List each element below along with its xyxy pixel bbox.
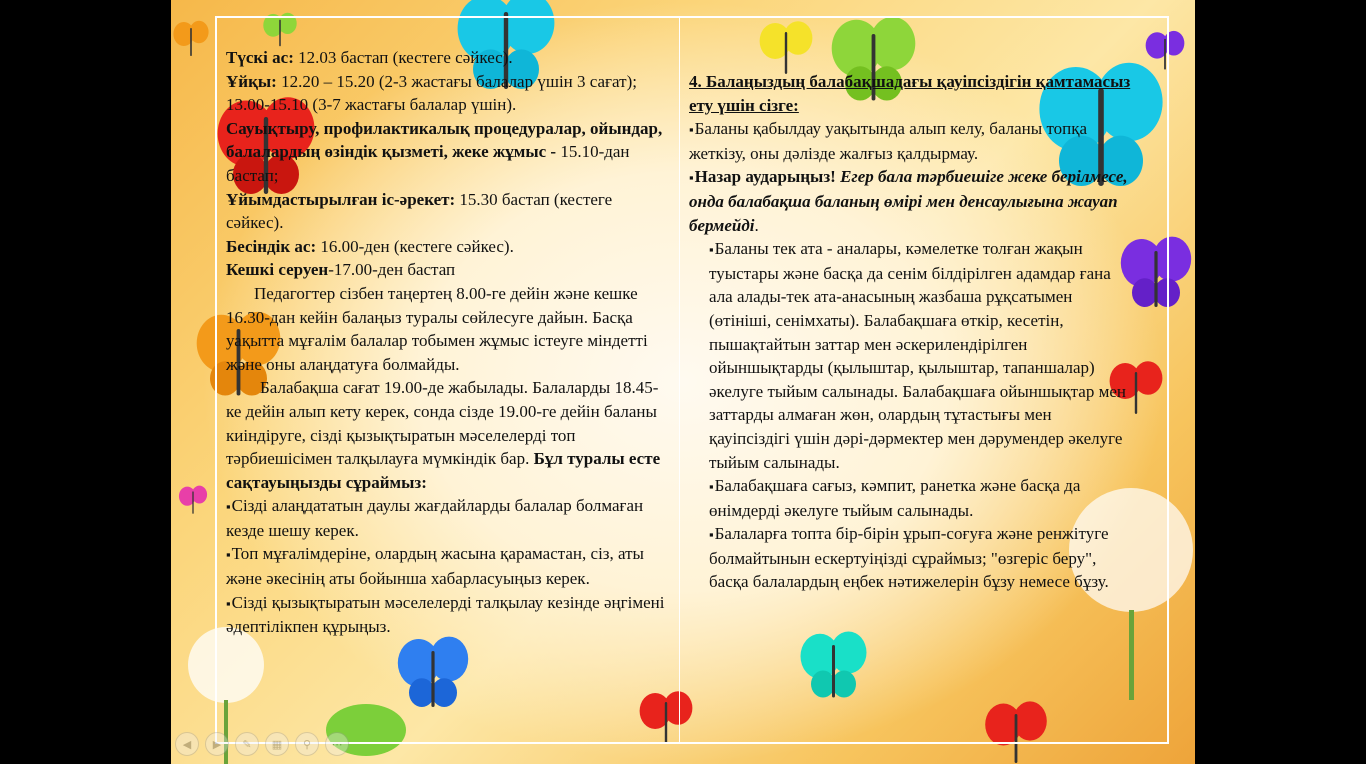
list-item: ▪ Топ мұғалімдеріне, олардың жасына қарамастан, сіз, аты және әкесінің аты бойынша хабарласуыңыз керек. [226,542,671,590]
schedule-line-sleep: Ұйқы: 12.20 – 15.20 (2-3 жастағы балалар үшін 3 сағат); 13.00-15.10 (3-7 жастағы балалар үшін). [226,71,637,115]
right-column [689,70,1134,594]
schedule-line-wellness: Сауықтыру, профилактикалық процедуралар, ойындар, балалардың өзіндік қызметі, жеке жұмыс - 15.10-дан бастап; [226,118,663,185]
section-heading: 4. Балаңыздың балабақшадағы қауіпсіздігін қамтамасыз ету үшін сізге: [689,72,1131,115]
left-column [226,46,671,639]
list-item: ▪ Сізді алаңдататын даулы жағдайларды балалар болмаған кезде шешу керек. [226,494,671,542]
list-item: ▪ Сізді қызықтыратын мәселелерді талқылау кезінде әңгімені әдептілікпен құрыңыз. [226,591,671,639]
schedule-line-activity: Ұйымдастырылған іс-әрекет: 15.30 бастап (кестеге сәйкес). [226,189,613,233]
pen-icon[interactable]: ✎ [235,732,259,756]
list-item: ▪ Баланы қабылдау уақытында алып келу, баланы топқа жеткізу, оны дәлізде жалғыз қалдырмау. [689,117,1134,165]
next-icon[interactable]: ▶ [205,732,229,756]
list-item: ▪ Балаларға топта бір-бірін ұрып-соғуға және ренжітуге болмайтынын ескертуіңізді сұраймыз; "өзгеріс беру", басқа балалардың еңбек нәтижелерін бұзу немесе бұзу. [689,522,1134,594]
schedule-line-snack: Бесіндік ас: 16.00-ден (кестеге сәйкес). [226,236,514,256]
column-divider [679,16,680,744]
schedule-line-lunch: Түскі ас: 12.03 бастап (кестеге сәйкес). [226,48,513,67]
slide-sorter-icon[interactable]: ▦ [265,732,289,756]
butterfly-decoration-icon [171,20,211,60]
zoom-icon[interactable]: ⚲ [295,732,319,756]
more-icon[interactable]: ⋯ [325,732,349,756]
schedule-line-walk: Кешкі серуен-17.00-ден бастап [226,260,456,280]
prev-icon[interactable]: ◀ [175,732,199,756]
slide [171,0,1195,764]
butterfly-decoration-icon [177,485,209,517]
closing-paragraph: Балабақша сағат 19.00-де жабылады. Балаларды 18.45-ке дейін алып кету керек, сонда сізде 19.00-ге дейін баланы киіндіруге, сізді қызықтыратын мәселелерді топ тәрбиешісімен талқылауға мүмкіндік бар. Бұл туралы есте сақтауыңызды сұраймыз: [226,378,661,492]
slideshow-nav-toolbar [175,732,349,758]
teachers-paragraph: Педагогтер сізбен таңертең 8.00-ге дейін және кешке 16.30-дан кейін балаңыз туралы сөйлесуге дайын. Басқа уақытта мұғалім балалар тобымен жұмыс істеуге міндетті және оны алаңдатуға болмайды. [226,283,648,374]
warning-note: ▪ Назар аударыңыз! Егер бала тәрбиешіге жеке берілмесе, онда балабақша баланың өмірі мен денсаулығына жауап бермейді. [689,165,1134,237]
list-item: ▪ Баланы тек ата - аналары, кәмелетке толған жақын туыстары және басқа да сенім білдірілген адамдар ғана ала алады-тек ата-анасының жазбаша рұқсатымен (өтініші, сенімхаты). Балабақшаға өткір, кесетін, пышақтайтын заттар мен әскерилендірілген ойыншықтарды (қылыштар, қылыштар, тапаншалар) әкелуге тыйым салынады. Балабақшаға ойыншықтар мен заттарды алмаған жөн, олардың тұтастығы мен қауіпсіздігі үшін дәрі-дәрмектер мен дәрумендер әкелуге тыйым салынады. [689,237,1134,474]
list-item: ▪ Балабақшаға сағыз, кәмпит, ранетка және басқа да өнімдерді әкелуге тыйым салынады. [689,474,1134,522]
